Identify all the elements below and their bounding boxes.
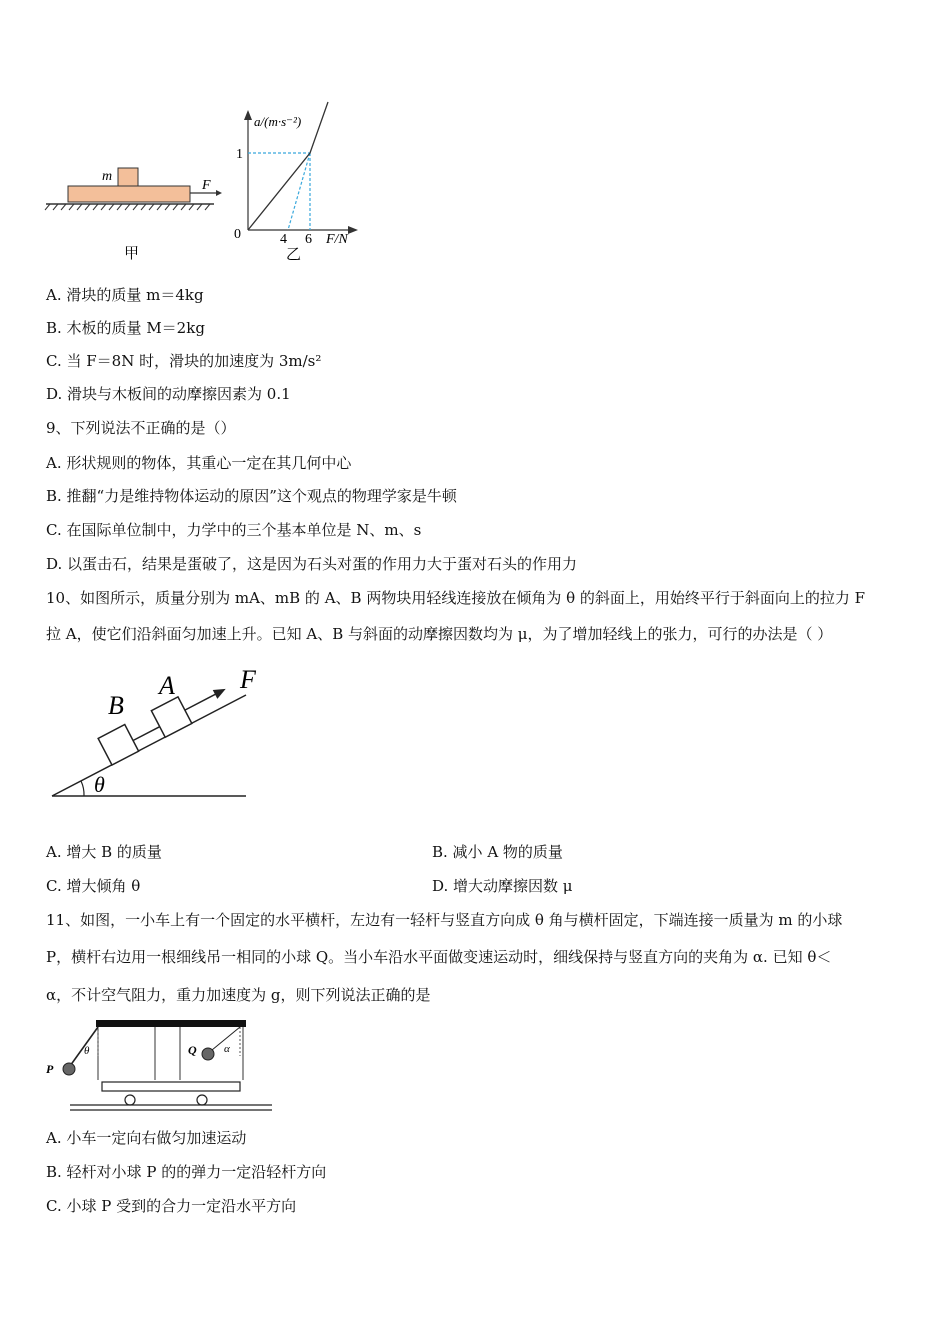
label-alpha: α: [224, 1043, 230, 1055]
q10-option-a: A. 增大 B 的质量: [46, 843, 162, 861]
label-P: P: [46, 1062, 54, 1076]
label-Q: Q: [188, 1043, 197, 1057]
q10-stem-line1: 10、如图所示，质量分别为 mA、mB 的 A、B 两物块用轻线连接放在倾角为 θ 的斜面上，用始终平行于斜面向上的拉力 F: [46, 589, 866, 607]
q8-option-c: C. 当 F＝8N 时，滑块的加速度为 3m/s²: [46, 352, 322, 370]
origin-label: 0: [234, 227, 241, 242]
q8-option-a: A. 滑块的质量 m＝4kg: [46, 286, 204, 304]
incline-surface: [52, 695, 246, 796]
figure-q10-incline: [48, 662, 268, 807]
q10-stem-line2: 拉 A，使它们沿斜面匀加速上升。已知 A、B 与斜面的动摩擦因数均为 μ，为了增加轻线上的张力，可行的办法是（ ）: [46, 625, 833, 643]
slider-block: [118, 168, 138, 186]
ball-P: [63, 1063, 75, 1075]
dashed-x4: [288, 153, 310, 230]
q9-option-c: C. 在国际单位制中，力学中的三个基本单位是 N、m、s: [46, 521, 422, 539]
theta-arc: [81, 781, 84, 796]
ground-hatch: [45, 204, 210, 210]
label-theta: θ: [84, 1045, 90, 1057]
crossbar: [96, 1020, 246, 1027]
q9-option-b: B. 推翻“力是维持物体运动的原因”这个观点的物理学家是牛顿: [46, 487, 457, 505]
q11-option-a: A. 小车一定向右做匀加速运动: [46, 1129, 247, 1147]
label-B: B: [108, 691, 124, 720]
y-axis-arrow: [244, 110, 252, 120]
q11-option-c: C. 小球 P 受到的合力一定沿水平方向: [46, 1197, 297, 1215]
caption-jia: 甲: [124, 246, 140, 262]
q8-option-b: B. 木板的质量 M＝2kg: [46, 319, 205, 337]
rope: [133, 727, 160, 741]
q11-stem-line3: α，不计空气阻力，重力加速度为 g，则下列说法正确的是: [46, 986, 431, 1004]
caption-yi: 乙: [286, 247, 302, 263]
x-axis-label: F/N: [326, 232, 348, 247]
figure-q11-cart: [40, 1016, 280, 1118]
x-tick-6: 6: [305, 232, 312, 247]
wheel-left: [125, 1095, 135, 1105]
block-B: [98, 725, 138, 765]
cart-body: [102, 1082, 240, 1091]
q9-option-a: A. 形状规则的物体，其重心一定在其几何中心: [46, 454, 352, 472]
label-F: F: [202, 178, 211, 193]
block-A: [151, 697, 191, 737]
y-axis-label: a/(m·s⁻²): [254, 114, 302, 129]
q9-option-d: D. 以蛋击石，结果是蛋破了，这是因为石头对蛋的作用力大于蛋对石头的作用力: [46, 555, 578, 573]
ball-Q: [202, 1048, 214, 1060]
q10-option-b: B. 减小 A 物的质量: [432, 843, 563, 861]
board: [68, 186, 190, 202]
y-tick-1: 1: [236, 147, 243, 162]
x-axis-arrow: [348, 226, 358, 234]
force-F-arrowhead: [213, 684, 228, 698]
force-arrowhead: [216, 190, 222, 196]
figure-yi: [228, 96, 368, 266]
q9-stem: 9、下列说法不正确的是（）: [46, 419, 236, 437]
q11-stem-line2: P，横杆右边用一根细线吊一相同的小球 Q。当小车沿水平面做变速运动时，细线保持与竖直方向的夹角为 α. 已知 θ＜: [46, 948, 832, 966]
q10-option-d: D. 增大动摩擦因数 μ: [432, 877, 573, 895]
label-m: m: [102, 169, 113, 184]
figure-jia: [40, 160, 230, 270]
q11-stem-line1: 11、如图，一小车上有一个固定的水平横杆，左边有一轻杆与竖直方向成 θ 角与横杆固定，下端连接一质量为 m 的小球: [46, 911, 843, 929]
x-tick-4: 4: [280, 232, 287, 247]
label-F: F: [240, 665, 256, 694]
label-theta: θ: [94, 772, 105, 797]
q8-option-d: D. 滑块与木板间的动摩擦因素为 0.1: [46, 385, 291, 403]
force-F-arrow: [185, 693, 219, 711]
q11-option-b: B. 轻杆对小球 P 的的弹力一定沿轻杆方向: [46, 1163, 327, 1181]
q10-option-c: C. 增大倾角 θ: [46, 877, 141, 895]
label-A: A: [159, 671, 175, 700]
wheel-right: [197, 1095, 207, 1105]
